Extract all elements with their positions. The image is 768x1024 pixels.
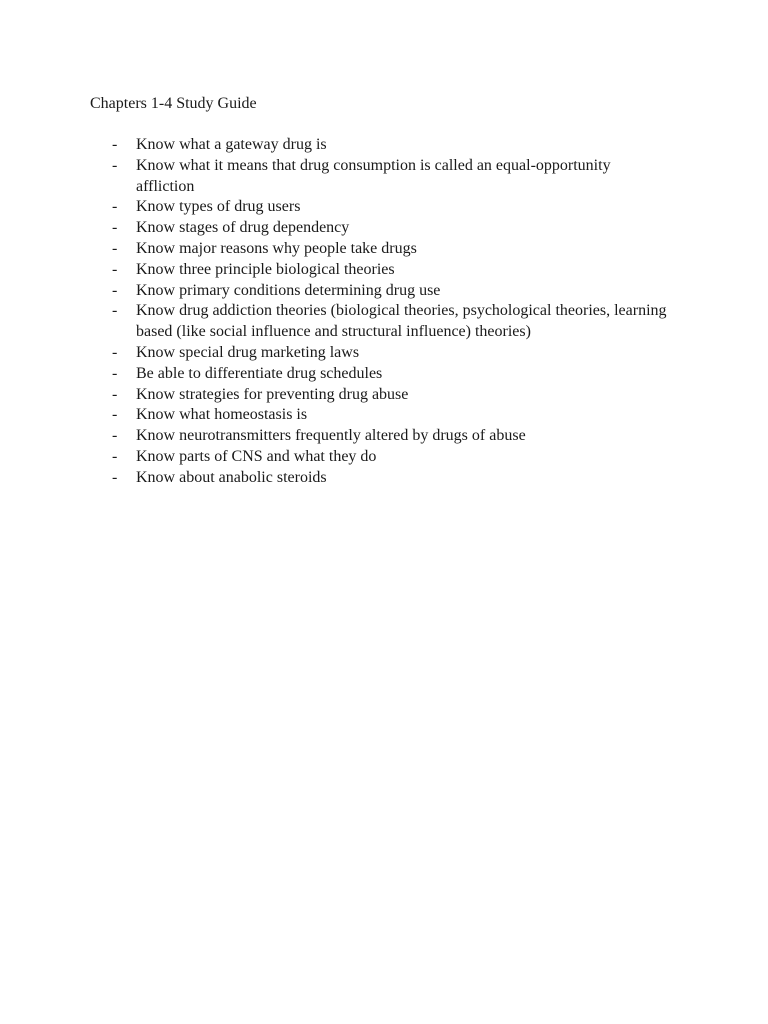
study-guide-list	[0, 135, 768, 489]
list-item	[0, 281, 768, 302]
bullet-dash: -	[112, 427, 118, 445]
bullet-dash: -	[112, 406, 118, 424]
list-item	[0, 364, 768, 385]
list-item-text: Know what a gateway drug is	[136, 136, 327, 153]
list-item	[0, 156, 768, 198]
list-item	[0, 260, 768, 281]
list-item	[0, 197, 768, 218]
list-item	[0, 468, 768, 489]
bullet-dash: -	[112, 302, 118, 320]
list-item	[0, 385, 768, 406]
list-item-text: Know drug addiction theories (biological theories, psychological theories, learning based (like social influence and structural influence) theories)	[136, 302, 667, 341]
list-item-text: Know three principle biological theories	[136, 260, 395, 278]
list-item-text: Know neurotransmitters frequently altered by drugs of abuse	[136, 427, 526, 445]
list-item	[0, 218, 768, 239]
list-item-text: Be able to differentiate drug schedules	[136, 364, 383, 382]
bullet-dash: -	[112, 468, 118, 486]
list-item-text: Know special drug marketing laws	[136, 343, 360, 361]
list-item	[0, 239, 768, 260]
bullet-dash: -	[112, 219, 118, 237]
list-item-text: Know types of drug users	[136, 198, 301, 216]
list-item-text: Know strategies for preventing drug abuse	[136, 385, 409, 403]
bullet-dash: -	[112, 239, 118, 257]
list-item-text: Know about anabolic steroids	[136, 468, 327, 486]
bullet-dash: -	[112, 447, 118, 465]
bullet-dash: -	[112, 281, 118, 299]
bullet-dash: -	[112, 343, 118, 361]
bullet-dash: -	[112, 364, 118, 382]
list-item-text: Know major reasons why people take drugs	[136, 239, 417, 257]
list-item	[0, 135, 768, 156]
list-item-text: Know what it means that drug consumption is called an equal-opportunity affliction	[136, 156, 611, 195]
bullet-dash: -	[112, 156, 118, 174]
list-item-text: Know what homeostasis is	[136, 406, 308, 424]
bullet-dash: -	[112, 385, 118, 403]
list-item-text: Know stages of drug dependency	[136, 219, 350, 237]
list-item	[0, 301, 768, 343]
list-item	[0, 426, 768, 447]
list-item	[0, 343, 768, 364]
document-title: Chapters 1-4 Study Guide	[90, 95, 257, 112]
list-item-text: Know primary conditions determining drug use	[136, 281, 441, 299]
bullet-dash: -	[112, 198, 118, 216]
list-item	[0, 405, 768, 426]
bullet-dash: -	[112, 260, 118, 278]
list-item	[0, 447, 768, 468]
list-item-text: Know parts of CNS and what they do	[136, 447, 377, 465]
bullet-dash: -	[112, 136, 118, 153]
